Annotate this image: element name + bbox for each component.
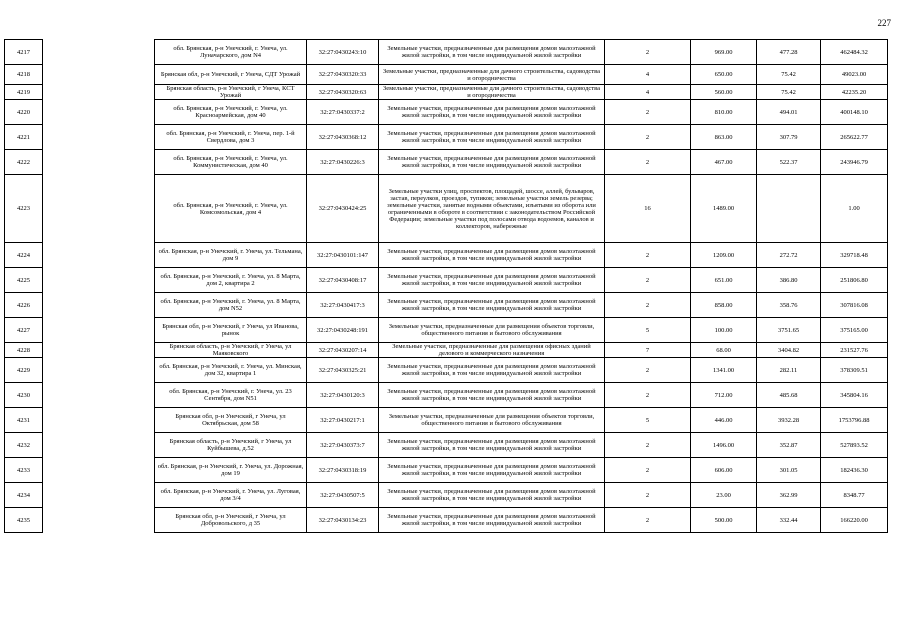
group-cell: 2 xyxy=(605,40,691,65)
address-cell: обл. Брянская, р-н Унечский, г. Унеча, пер. 1-й Свердлова, дом 3 xyxy=(155,125,307,150)
cadastral-number-cell: 32:27:0430424:25 xyxy=(307,175,379,243)
address-cell: обл. Брянская, р-н Унечский, г. Унеча, ул. 8 Марта, дом 2, квартира 2 xyxy=(155,268,307,293)
area-cell: 560.00 xyxy=(691,85,757,100)
specific-value-cell: 307.79 xyxy=(757,125,821,150)
cadastral-number-cell: 32:27:0430368:12 xyxy=(307,125,379,150)
specific-value-cell: 3404.82 xyxy=(757,343,821,358)
spacer-cell xyxy=(43,358,155,383)
area-cell: 810.00 xyxy=(691,100,757,125)
specific-value-cell: 3751.65 xyxy=(757,318,821,343)
table-row xyxy=(5,150,888,175)
cadastral-value-cell: 243946.79 xyxy=(821,150,888,175)
area-cell: 650.00 xyxy=(691,65,757,85)
table-row xyxy=(5,40,888,65)
cadastral-value-cell: 231527.76 xyxy=(821,343,888,358)
spacer-cell xyxy=(43,383,155,408)
area-cell: 863.00 xyxy=(691,125,757,150)
specific-value-cell: 477.28 xyxy=(757,40,821,65)
table-row xyxy=(5,125,888,150)
group-cell: 2 xyxy=(605,125,691,150)
area-cell: 651.00 xyxy=(691,268,757,293)
cadastral-value-cell: 462484.32 xyxy=(821,40,888,65)
cadastral-value-cell: 49023.00 xyxy=(821,65,888,85)
group-cell: 16 xyxy=(605,175,691,243)
specific-value-cell: 485.68 xyxy=(757,383,821,408)
table-row xyxy=(5,383,888,408)
group-cell: 2 xyxy=(605,483,691,508)
address-cell: обл. Брянская, р-н Унечский, г. Унеча, ул. Луначарского, дом N4 xyxy=(155,40,307,65)
address-cell: Брянская обл, р-н Унечский, г Унеча, ул Добровольского, д 35 xyxy=(155,508,307,533)
specific-value-cell: 522.37 xyxy=(757,150,821,175)
specific-value-cell: 301.05 xyxy=(757,458,821,483)
area-cell: 1489.00 xyxy=(691,175,757,243)
row-number-cell: 4223 xyxy=(5,175,43,243)
area-cell: 712.00 xyxy=(691,383,757,408)
group-cell: 4 xyxy=(605,85,691,100)
row-number-cell: 4234 xyxy=(5,483,43,508)
spacer-cell xyxy=(43,175,155,243)
land-use-cell: Земельные участки, предназначенные для размещения домов малоэтажной жилой застройки, в том числе индивидуальной жилой застройки xyxy=(379,358,605,383)
row-number-cell: 4229 xyxy=(5,358,43,383)
address-cell: обл. Брянская, р-н Унечский, г. Унеча, ул. 23 Сентября, дом N51 xyxy=(155,383,307,408)
table-row xyxy=(5,358,888,383)
address-cell: обл. Брянская, р-н Унечский, г. Унеча, ул. Коммунистическая, дом 40 xyxy=(155,150,307,175)
spacer-cell xyxy=(43,65,155,85)
group-cell: 2 xyxy=(605,358,691,383)
area-cell: 500.00 xyxy=(691,508,757,533)
table-row xyxy=(5,65,888,85)
group-cell: 5 xyxy=(605,408,691,433)
group-cell: 2 xyxy=(605,268,691,293)
cadastral-value-cell: 378309.51 xyxy=(821,358,888,383)
group-cell: 2 xyxy=(605,150,691,175)
land-use-cell: Земельные участки, предназначенные для размещения домов малоэтажной жилой застройки, в том числе индивидуальной жилой застройки xyxy=(379,243,605,268)
cadastral-value-cell: 375165.00 xyxy=(821,318,888,343)
cadastral-number-cell: 32:27:0430507:5 xyxy=(307,483,379,508)
area-cell: 1209.00 xyxy=(691,243,757,268)
row-number-cell: 4219 xyxy=(5,85,43,100)
cadastral-value-cell: 307816.08 xyxy=(821,293,888,318)
cadastral-number-cell: 32:27:0430408:17 xyxy=(307,268,379,293)
specific-value-cell xyxy=(757,175,821,243)
cadastral-value-cell: 329718.48 xyxy=(821,243,888,268)
spacer-cell xyxy=(43,293,155,318)
area-cell: 606.00 xyxy=(691,458,757,483)
row-number-cell: 4235 xyxy=(5,508,43,533)
page-number: 227 xyxy=(877,18,891,28)
table-row xyxy=(5,458,888,483)
row-number-cell: 4227 xyxy=(5,318,43,343)
area-cell: 1496.00 xyxy=(691,433,757,458)
area-cell: 23.00 xyxy=(691,483,757,508)
address-cell: Брянская обл, р-н Унечский, г Унеча, ул Октябрьская, дом 58 xyxy=(155,408,307,433)
address-cell: обл. Брянская, р-н Унечский, г. Унеча, ул. Дорожная, дом 19 xyxy=(155,458,307,483)
address-cell: обл. Брянская, р-н Унечский, г. Унеча, ул. Тельмана, дом 9 xyxy=(155,243,307,268)
row-number-cell: 4225 xyxy=(5,268,43,293)
area-cell: 446.00 xyxy=(691,408,757,433)
specific-value-cell: 3932.28 xyxy=(757,408,821,433)
land-use-cell: Земельные участки, предназначенные для дачного строительства, садоводства и огородничества xyxy=(379,85,605,100)
cadastral-number-cell: 32:27:0430320:33 xyxy=(307,65,379,85)
land-use-cell: Земельные участки, предназначенные для размещения офисных зданий делового и коммерческого назначения xyxy=(379,343,605,358)
spacer-cell xyxy=(43,458,155,483)
cadastral-number-cell: 32:27:0430134:23 xyxy=(307,508,379,533)
cadastral-value-cell: 345804.16 xyxy=(821,383,888,408)
group-cell: 7 xyxy=(605,343,691,358)
row-number-cell: 4232 xyxy=(5,433,43,458)
group-cell: 2 xyxy=(605,100,691,125)
spacer-cell xyxy=(43,243,155,268)
spacer-cell xyxy=(43,318,155,343)
land-use-cell: Земельные участки, предназначенные для размещения домов малоэтажной жилой застройки, в том числе индивидуальной жилой застройки xyxy=(379,150,605,175)
group-cell: 2 xyxy=(605,458,691,483)
specific-value-cell: 362.99 xyxy=(757,483,821,508)
cadastral-number-cell: 32:27:0430120:3 xyxy=(307,383,379,408)
area-cell: 100.00 xyxy=(691,318,757,343)
cadastral-number-cell: 32:27:0430243:10 xyxy=(307,40,379,65)
row-number-cell: 4228 xyxy=(5,343,43,358)
spacer-cell xyxy=(43,100,155,125)
cadastral-value-cell: 527893.52 xyxy=(821,433,888,458)
group-cell: 4 xyxy=(605,65,691,85)
row-number-cell: 4226 xyxy=(5,293,43,318)
table-row xyxy=(5,483,888,508)
table-row xyxy=(5,508,888,533)
land-use-cell: Земельные участки, предназначенные для размещения домов малоэтажной жилой застройки, в том числе индивидуальной жилой застройки xyxy=(379,433,605,458)
cadastral-number-cell: 32:27:0430207:14 xyxy=(307,343,379,358)
table-row xyxy=(5,343,888,358)
table-row xyxy=(5,175,888,243)
address-cell: Брянская область, р-н Унечский, г Унеча, КСТ Урожай xyxy=(155,85,307,100)
spacer-cell xyxy=(43,150,155,175)
specific-value-cell: 332.44 xyxy=(757,508,821,533)
land-use-cell: Земельные участки, предназначенные для размещения домов малоэтажной жилой застройки, в том числе индивидуальной жилой застройки xyxy=(379,383,605,408)
cadastral-number-cell: 32:27:0430337:2 xyxy=(307,100,379,125)
spacer-cell xyxy=(43,483,155,508)
cadastral-number-cell: 32:27:0430325:21 xyxy=(307,358,379,383)
land-use-cell: Земельные участки, предназначенные для размещения домов малоэтажной жилой застройки, в том числе индивидуальной жилой застройки xyxy=(379,483,605,508)
cadastral-value-cell: 42235.20 xyxy=(821,85,888,100)
row-number-cell: 4224 xyxy=(5,243,43,268)
spacer-cell xyxy=(43,508,155,533)
cadastral-value-cell: 1.00 xyxy=(821,175,888,243)
area-cell: 467.00 xyxy=(691,150,757,175)
address-cell: Брянская область, р-н Унечский, г Унеча, ул Маяковского xyxy=(155,343,307,358)
row-number-cell: 4230 xyxy=(5,383,43,408)
cadastral-value-cell: 1753796.88 xyxy=(821,408,888,433)
address-cell: Брянская область, р-н Унечский, г Унеча, ул Куйбышева, д.52 xyxy=(155,433,307,458)
address-cell: Брянская обл, р-н Унечский, г Унеча, СДТ Урожай xyxy=(155,65,307,85)
spacer-cell xyxy=(43,268,155,293)
group-cell: 2 xyxy=(605,508,691,533)
specific-value-cell: 75.42 xyxy=(757,85,821,100)
group-cell: 2 xyxy=(605,293,691,318)
address-cell: обл. Брянская, р-н Унечский, г. Унеча, ул. Луговая, дом 3/4 xyxy=(155,483,307,508)
spacer-cell xyxy=(43,343,155,358)
table-row xyxy=(5,243,888,268)
row-number-cell: 4231 xyxy=(5,408,43,433)
cadastral-number-cell: 32:27:0430217:1 xyxy=(307,408,379,433)
table-row xyxy=(5,408,888,433)
address-cell: обл. Брянская, р-н Унечский, г. Унеча, ул. Минская, дом 32, квартира 1 xyxy=(155,358,307,383)
cadastral-value-cell: 182436.30 xyxy=(821,458,888,483)
table-row xyxy=(5,293,888,318)
cadastral-number-cell: 32:27:0430320:63 xyxy=(307,85,379,100)
row-number-cell: 4217 xyxy=(5,40,43,65)
address-cell: обл. Брянская, р-н Унечский, г. Унеча, ул. 8 Марта, дом N52 xyxy=(155,293,307,318)
specific-value-cell: 352.87 xyxy=(757,433,821,458)
land-use-cell: Земельные участки, предназначенные для размещения домов малоэтажной жилой застройки, в том числе индивидуальной жилой застройки xyxy=(379,458,605,483)
table-row xyxy=(5,100,888,125)
land-use-cell: Земельные участки, предназначенные для дачного строительства, садоводства и огородничества xyxy=(379,65,605,85)
land-use-cell: Земельные участки, предназначенные для размещения домов малоэтажной жилой застройки, в том числе индивидуальной жилой застройки xyxy=(379,100,605,125)
cadastral-value-cell: 400148.10 xyxy=(821,100,888,125)
spacer-cell xyxy=(43,433,155,458)
cadastral-number-cell: 32:27:0430373:7 xyxy=(307,433,379,458)
cadastral-value-cell: 166220.00 xyxy=(821,508,888,533)
row-number-cell: 4218 xyxy=(5,65,43,85)
land-use-cell: Земельные участки улиц, проспектов, площадей, шоссе, аллей, бульваров, застав, переулков, проездов, тупиков; земельные участки земель резерва; земельные участки, занятые водными объектами, изъятыми из оборота или ограниченными в обороте в соответствии с законодательством Российской Федерации; земельные участки под полосами отвода водоемов, каналов и коллекторов, набережные xyxy=(379,175,605,243)
group-cell: 2 xyxy=(605,433,691,458)
address-cell: обл. Брянская, р-н Унечский, г. Унеча, ул. Красноармейская, дом 40 xyxy=(155,100,307,125)
area-cell: 1341.00 xyxy=(691,358,757,383)
land-use-cell: Земельные участки, предназначенные для размещения домов малоэтажной жилой застройки, в том числе индивидуальной жилой застройки xyxy=(379,268,605,293)
spacer-cell xyxy=(43,40,155,65)
row-number-cell: 4233 xyxy=(5,458,43,483)
group-cell: 2 xyxy=(605,383,691,408)
table-row xyxy=(5,433,888,458)
spacer-cell xyxy=(43,125,155,150)
spacer-cell xyxy=(43,85,155,100)
cadastral-number-cell: 32:27:0430248:191 xyxy=(307,318,379,343)
area-cell: 68.00 xyxy=(691,343,757,358)
cadastral-number-cell: 32:27:0430417:3 xyxy=(307,293,379,318)
group-cell: 5 xyxy=(605,318,691,343)
cadastral-number-cell: 32:27:0430226:3 xyxy=(307,150,379,175)
land-use-cell: Земельные участки, предназначенные для размещения объектов торговли, общественного питания и бытового обслуживания xyxy=(379,318,605,343)
land-use-cell: Земельные участки, предназначенные для размещения домов малоэтажной жилой застройки, в том числе индивидуальной жилой застройки xyxy=(379,508,605,533)
specific-value-cell: 358.76 xyxy=(757,293,821,318)
address-cell: Брянская обл, р-н Унечский, г Унеча, ул Иванова, рынок xyxy=(155,318,307,343)
specific-value-cell: 386.80 xyxy=(757,268,821,293)
cadastral-value-cell: 265622.77 xyxy=(821,125,888,150)
cadastral-number-cell: 32:27:0430101:147 xyxy=(307,243,379,268)
land-use-cell: Земельные участки, предназначенные для размещения домов малоэтажной жилой застройки, в том числе индивидуальной жилой застройки xyxy=(379,293,605,318)
address-cell: обл. Брянская, р-н Унечский, г. Унеча, ул. Комсомольская, дом 4 xyxy=(155,175,307,243)
area-cell: 969.00 xyxy=(691,40,757,65)
row-number-cell: 4222 xyxy=(5,150,43,175)
specific-value-cell: 75.42 xyxy=(757,65,821,85)
cadastral-value-cell: 8348.77 xyxy=(821,483,888,508)
table-row xyxy=(5,268,888,293)
specific-value-cell: 494.01 xyxy=(757,100,821,125)
cadastral-value-cell: 251806.80 xyxy=(821,268,888,293)
land-cadastral-table xyxy=(4,39,888,533)
cadastral-number-cell: 32:27:0430318:19 xyxy=(307,458,379,483)
row-number-cell: 4220 xyxy=(5,100,43,125)
specific-value-cell: 282.11 xyxy=(757,358,821,383)
land-use-cell: Земельные участки, предназначенные для размещения домов малоэтажной жилой застройки, в том числе индивидуальной жилой застройки xyxy=(379,125,605,150)
spacer-cell xyxy=(43,408,155,433)
land-use-cell: Земельные участки, предназначенные для размещения домов малоэтажной жилой застройки, в том числе индивидуальной жилой застройки xyxy=(379,40,605,65)
row-number-cell: 4221 xyxy=(5,125,43,150)
specific-value-cell: 272.72 xyxy=(757,243,821,268)
table-row xyxy=(5,318,888,343)
land-use-cell: Земельные участки, предназначенные для размещения объектов торговли, общественного питания и бытового обслуживания xyxy=(379,408,605,433)
area-cell: 858.00 xyxy=(691,293,757,318)
group-cell: 2 xyxy=(605,243,691,268)
table-row xyxy=(5,85,888,100)
